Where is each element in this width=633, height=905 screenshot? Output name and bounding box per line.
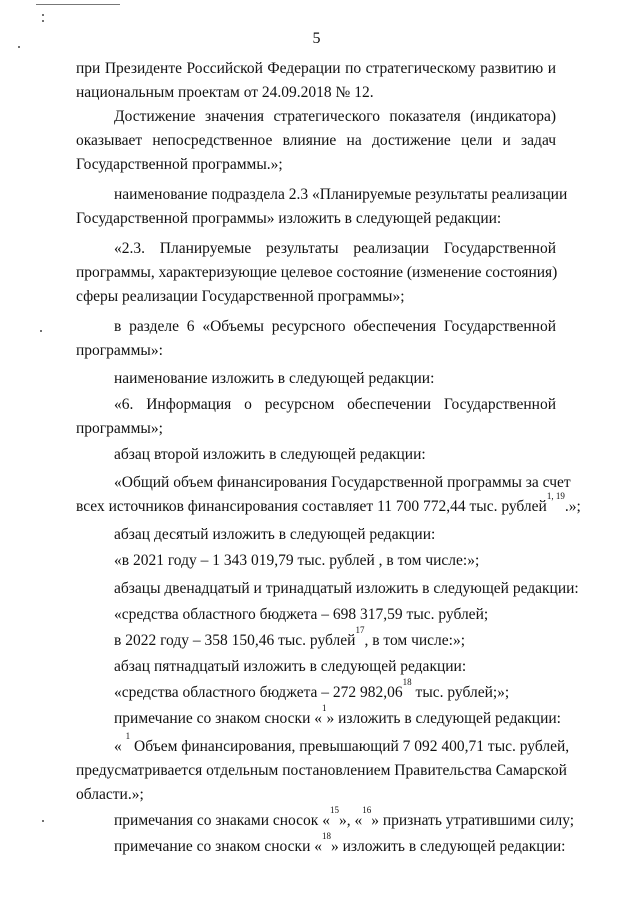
text-line [114, 831, 566, 858]
text-line: оказывает непосредственное влияние на достижение цели и задач [76, 132, 556, 149]
footnote-marker: 18 [322, 831, 331, 841]
text-line: области.»; [76, 786, 144, 803]
text-line: Государственной программы.»; [76, 156, 283, 173]
scan-speck [42, 820, 44, 822]
text-run: » изложить в следующей редакции: [331, 838, 566, 855]
text-line: наименование изложить в следующей редакции: [114, 370, 435, 387]
scan-speck [40, 330, 42, 332]
text-run: , в том числе:»; [364, 632, 466, 649]
text-line [76, 491, 581, 518]
text-line: абзац второй изложить в следующей редакции: [114, 446, 426, 463]
text-line: программы, характеризующие целевое состояние (изменение состояния) [76, 264, 558, 281]
text-line: «средства областного бюджета – 698 317,59 тыс. рублей; [114, 606, 489, 623]
text-line: абзацы двенадцатый и тринадцатый изложить в следующей редакции: [114, 580, 579, 597]
footnote-marker: 1, 19 [546, 491, 565, 501]
footnote-marker: 1 [322, 703, 327, 713]
text-run: тыс. рублей;»; [411, 684, 510, 701]
text-line: Государственной программы» изложить в следующей редакции: [76, 210, 502, 227]
text-line: программы»: [76, 342, 163, 359]
footnote-marker: 15 [329, 805, 339, 815]
text-line [114, 731, 570, 758]
text-line: программы»; [76, 420, 163, 437]
text-run: в 2022 году – 358 150,46 тыс. рублей [114, 632, 356, 649]
text-line [114, 805, 575, 832]
text-run: Объем финансирования, превышающий 7 092 400,71 тыс. рублей, [130, 738, 570, 755]
text-line: Достижение значения стратегического показателя (индикатора) [114, 108, 556, 125]
text-run: » изложить в следующей редакции: [326, 710, 561, 727]
text-run: примечание со знаком сноски « [114, 838, 322, 855]
text-run: всех источников финансирования составляет 11 700 772,44 тыс. рублей [76, 498, 547, 515]
text-run: », « [338, 812, 363, 829]
footnote-marker: 18 [402, 677, 412, 687]
text-line: в разделе 6 «Объемы ресурсного обеспечения Государственной [114, 318, 556, 335]
text-line: «Общий объем финансирования Государственной программы за счет [114, 474, 571, 491]
text-run: « [114, 738, 126, 755]
text-line [114, 703, 561, 730]
footnote-marker: 17 [355, 625, 365, 635]
text-run: примечание со знаком сноски « [114, 710, 322, 727]
text-line [114, 625, 556, 652]
footnote-marker: 16 [362, 805, 372, 815]
page-number: 5 [312, 30, 321, 47]
text-run: .»; [564, 498, 581, 515]
scan-speck [42, 20, 44, 22]
text-line: абзац десятый изложить в следующей редакции: [114, 526, 436, 543]
text-line: национальным проектам от 24.09.2018 № 12. [76, 84, 374, 101]
scan-top-line [36, 4, 120, 5]
text-run: » признать утратившими силу; [371, 812, 575, 829]
text-line: «2.3. Планируемые результаты реализации Государственной [114, 240, 556, 257]
text-line: наименование подраздела 2.3 «Планируемые результаты реализации [114, 186, 568, 203]
text-line: «6. Информация о ресурсном обеспечении Государственной [114, 396, 556, 413]
text-run: «средства областного бюджета – 272 982,06 [114, 684, 403, 701]
scan-speck [42, 14, 44, 16]
text-line: абзац пятнадцатый изложить в следующей редакции: [114, 658, 467, 675]
text-line: при Президенте Российской Федерации по стратегическому развитию и [76, 60, 556, 77]
footnote-marker: 1 [125, 731, 131, 741]
text-line: «в 2021 году – 1 343 019,79 тыс. рублей , в том числе:»; [114, 552, 480, 569]
text-line: сферы реализации Государственной программы»; [76, 288, 405, 305]
text-line [114, 677, 556, 704]
text-line: предусматривается отдельным постановлением Правительства Самарской [76, 762, 567, 779]
text-run: примечания со знаками сносок « [114, 812, 330, 829]
